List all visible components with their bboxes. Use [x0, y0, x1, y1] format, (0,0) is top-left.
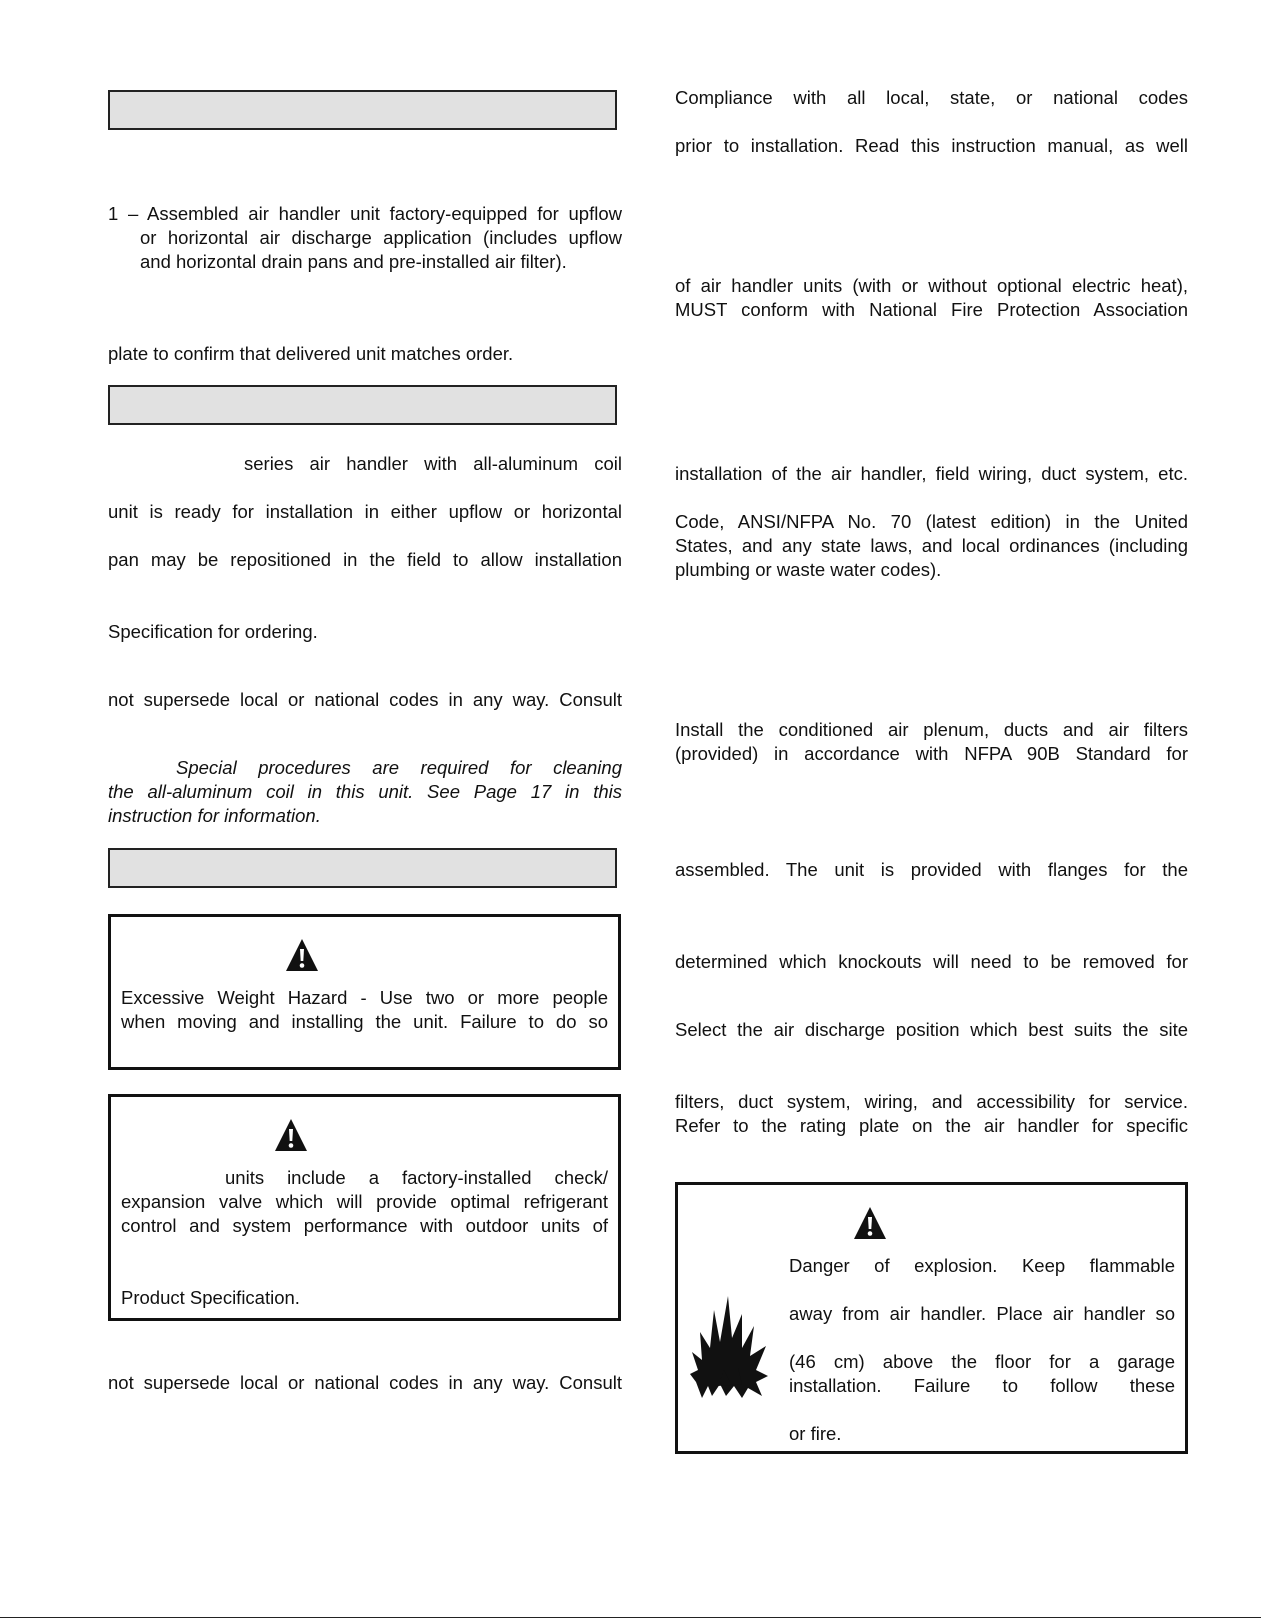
parts-item-line-2: or horizontal air discharge application (includes upflow	[140, 227, 622, 248]
coil-note-line-2: the all-aluminum coil in this unit. See Page 17 in this	[108, 781, 622, 802]
section-header-bar-2	[108, 385, 617, 425]
discharge-position-text: Select the air discharge position which best suits the site	[675, 1019, 1188, 1040]
codes-text-1: not supersede local or national codes in any way. Consult	[108, 689, 622, 710]
warning-triangle-icon	[274, 1118, 308, 1152]
explosion-warning-line-2: away from air handler. Place air handler so	[789, 1303, 1175, 1324]
rating-plate-text: Refer to the rating plate on the air handler for specific	[675, 1115, 1188, 1136]
parts-item-line-3: and horizontal drain pans and pre-installed air filter).	[140, 251, 567, 272]
warning-triangle-icon	[853, 1206, 887, 1240]
valve-notice-line-3: control and system performance with outdoor units of	[121, 1215, 608, 1236]
unit-ready-text: unit is ready for installation in either upflow or horizontal	[108, 501, 622, 522]
explosion-warning-line-1: Danger of explosion. Keep flammable	[789, 1255, 1175, 1276]
codes-text-2: not supersede local or national codes in any way. Consult	[108, 1372, 622, 1393]
valve-notice-line-1: units include a factory-installed check/	[225, 1167, 608, 1188]
explosion-warning-line-4: installation. Failure to follow these	[789, 1375, 1175, 1396]
page-bottom-rule	[0, 1617, 1261, 1618]
weight-hazard-line-2: when moving and installing the unit. Failure to do so	[121, 1011, 608, 1032]
parts-item-line-1: 1 – Assembled air handler unit factory-equipped for upflow	[108, 203, 622, 224]
weight-hazard-line-1: Excessive Weight Hazard - Use two or more people	[121, 987, 608, 1008]
explosion-icon	[688, 1290, 770, 1400]
installation-scope-text: installation of the air handler, field wiring, duct system, etc.	[675, 463, 1188, 484]
knockouts-text: determined which knockouts will need to be removed for	[675, 951, 1188, 972]
compliance-text: Compliance with all local, state, or national codes	[675, 87, 1188, 108]
prior-installation-text: prior to installation. Read this instruction manual, as well	[675, 135, 1188, 156]
air-handler-units-text: of air handler units (with or without optional electric heat),	[675, 275, 1188, 296]
filters-service-text: filters, duct system, wiring, and accessibility for service.	[675, 1091, 1188, 1112]
coil-note-line-1: Special procedures are required for cleaning	[176, 757, 622, 778]
valve-notice-line-4: Product Specification.	[121, 1287, 300, 1308]
explosion-warning-line-5: or fire.	[789, 1423, 842, 1444]
series-text: series air handler with all-aluminum coil	[244, 453, 622, 474]
section-header-bar-3	[108, 848, 617, 888]
spec-ordering-text: Specification for ordering.	[108, 621, 318, 642]
warning-triangle-icon	[285, 938, 319, 972]
nfpa-conform-text: MUST conform with National Fire Protection Association	[675, 299, 1188, 320]
valve-notice-line-2: expansion valve which will provide optimal refrigerant	[121, 1191, 608, 1212]
electrical-code-line-2: States, and any state laws, and local ordinances (including	[675, 535, 1188, 556]
coil-note-line-3: instruction for information.	[108, 805, 321, 826]
section-header-bar-1	[108, 90, 617, 130]
plate-confirm-text: plate to confirm that delivered unit matches order.	[108, 343, 514, 364]
electrical-code-line-3: plumbing or waste water codes).	[675, 559, 942, 580]
plenum-line-1: Install the conditioned air plenum, ducts and air filters	[675, 719, 1188, 740]
assembled-flanges-text: assembled. The unit is provided with flanges for the	[675, 859, 1188, 880]
plenum-line-2: (provided) in accordance with NFPA 90B Standard for	[675, 743, 1188, 764]
explosion-warning-line-3: (46 cm) above the floor for a garage	[789, 1351, 1175, 1372]
pan-reposition-text: pan may be repositioned in the field to allow installation	[108, 549, 622, 570]
electrical-code-line-1: Code, ANSI/NFPA No. 70 (latest edition) in the United	[675, 511, 1188, 532]
